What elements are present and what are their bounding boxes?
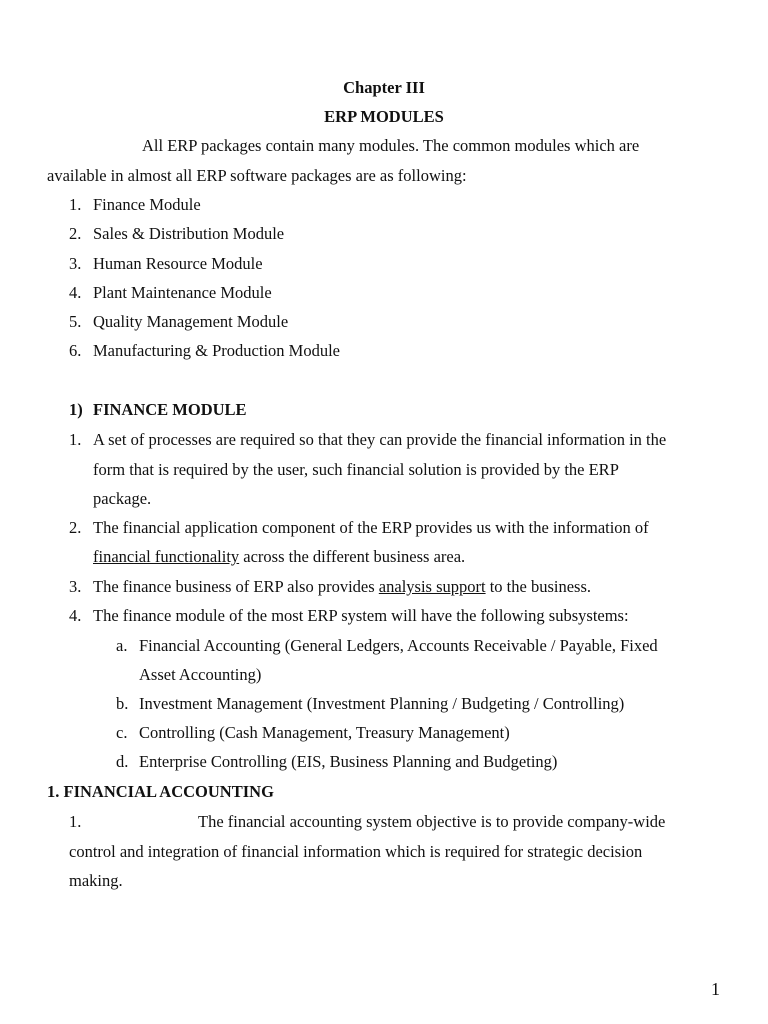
fa-paragraph-line-1: 1. The financial accounting system objective is to provide company-wide [69, 812, 666, 831]
list-item-continuation: package. [93, 489, 152, 508]
list-item: 2. The financial application component of the ERP provides us with the information of [69, 518, 649, 537]
list-item-continuation: form that is required by the user, such financial solution is provided by the ERP [93, 460, 619, 479]
list-item: 1. Finance Module [69, 195, 201, 214]
fa-paragraph-line-3: making. [69, 871, 123, 890]
intro-line-2: available in almost all ERP software packages are as following: [47, 166, 467, 185]
financial-accounting-heading: 1. FINANCIAL ACCOUNTING [47, 782, 274, 801]
list-item: d. Enterprise Controlling (EIS, Business Planning and Budgeting) [116, 752, 558, 771]
list-item-continuation: Asset Accounting) [139, 665, 262, 684]
list-item: 1. A set of processes are required so that they can provide the financial information in the [69, 430, 667, 449]
finance-module-heading: 1) FINANCE MODULE [69, 400, 247, 419]
chapter-label: Chapter III [343, 78, 425, 97]
list-item: c. Controlling (Cash Management, Treasury Management) [116, 723, 510, 742]
list-item: 3. The finance business of ERP also provides analysis support to the business. [69, 577, 592, 596]
list-item: 4. The finance module of the most ERP system will have the following subsystems: [69, 606, 629, 625]
list-item: 2. Sales & Distribution Module [69, 224, 285, 243]
list-item: 5. Quality Management Module [69, 312, 289, 331]
underlined-term: analysis support [378, 577, 486, 596]
list-item: 4. Plant Maintenance Module [69, 283, 272, 302]
page-number: 1 [711, 979, 720, 999]
page-title: ERP MODULES [324, 107, 444, 126]
list-item-continuation: financial functionality across the different business area. [93, 547, 466, 566]
fa-paragraph-line-2: control and integration of financial information which is required for strategic decision [69, 842, 643, 861]
underlined-term: financial functionality [93, 547, 240, 566]
intro-line-1: All ERP packages contain many modules. The common modules which are [142, 136, 640, 155]
list-item: 3. Human Resource Module [69, 254, 263, 273]
list-item: 6. Manufacturing & Production Module [69, 341, 341, 360]
list-item: b. Investment Management (Investment Planning / Budgeting / Controlling) [116, 694, 625, 713]
list-item: a. Financial Accounting (General Ledgers, Accounts Receivable / Payable, Fixed [116, 636, 658, 655]
